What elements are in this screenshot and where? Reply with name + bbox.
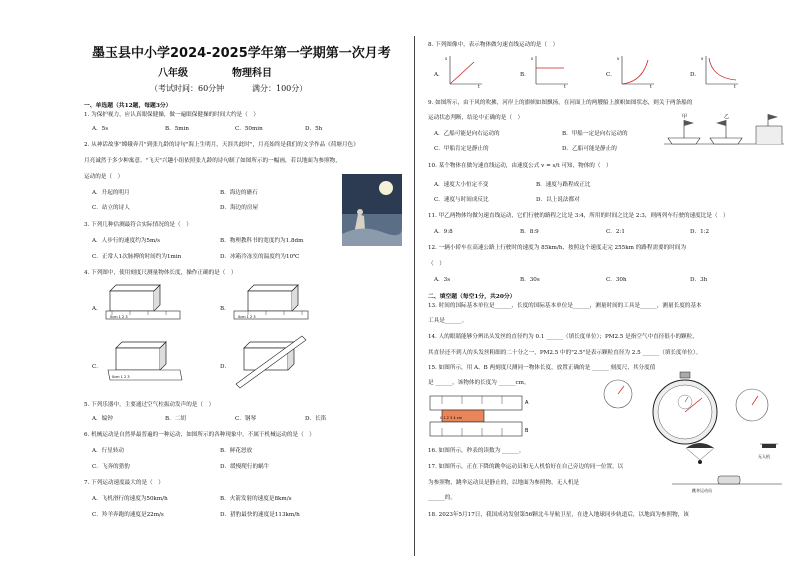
q3-option-d[interactable]: D．冰箱冷冻室的温度约为10℃ xyxy=(220,254,300,260)
q2-option-a[interactable]: A．升起的明月 xyxy=(92,190,130,196)
q11-option-a[interactable]: A．9:8 xyxy=(434,229,453,235)
q4-option-c[interactable]: C． xyxy=(92,364,102,370)
ruler-a-label: A xyxy=(525,400,529,406)
stopwatch-small-dial-right xyxy=(732,378,772,432)
ship-jia-label: 甲 xyxy=(682,114,688,120)
q14-line1: 14. 人的眼睛能够分辨出头发丝的直径约为 0.1 ______（填长度单位）；PM2.5 是指空气中直径很小的颗粒， xyxy=(428,334,698,340)
q9-option-a[interactable]: A．乙船可能是向右运动的 xyxy=(434,131,500,137)
q8-graph-b xyxy=(530,54,570,88)
q3-text: 3. 下列几种估测最符合实际情况的是（ ） xyxy=(84,222,192,228)
q7-option-b[interactable]: B．火箭发射的速度是8km/s xyxy=(220,496,292,502)
q8-option-a[interactable]: A． xyxy=(434,72,444,78)
q8-option-d[interactable]: D． xyxy=(690,72,701,78)
q6-option-a[interactable]: A．行星转动 xyxy=(92,448,125,454)
ruler-label: 0cm 1 2 3 xyxy=(112,375,130,379)
q16-text: 16. 如图所示，秒表的读数为 ______。 xyxy=(428,448,525,454)
q18-text: 18. 2023年5月17日，我国成功发射第56颗北斗导航卫星，在进入地球同步轨道后，以地面为参照物，该 xyxy=(428,512,689,518)
q12-line2: （ ） xyxy=(428,261,445,267)
q9-option-d[interactable]: D．乙船可能是静止的 xyxy=(562,146,617,152)
svg-text:s: s xyxy=(445,56,448,61)
parachute-label: 跳伞运动员 xyxy=(692,488,712,493)
q2-option-d[interactable]: D．海边的房屋 xyxy=(220,205,259,211)
q2-line3: 运动的是（ ） xyxy=(84,174,124,180)
q12-option-a[interactable]: A．3s xyxy=(434,277,451,283)
q12-option-b[interactable]: B．30s xyxy=(520,277,540,283)
q11-option-d[interactable]: D．1:2 xyxy=(690,229,710,235)
q1-option-c[interactable]: C．50min xyxy=(235,126,263,132)
q1-option-a[interactable]: A．5s xyxy=(92,126,109,132)
q6-option-c[interactable]: C．飞奔的猎豹 xyxy=(92,464,130,470)
q1-option-b[interactable]: B．5min xyxy=(165,126,189,132)
q4-text: 4. 下列图中，使用刻度尺测量物体长度，操作正确的是（ ） xyxy=(84,270,237,276)
q5-option-d[interactable]: D．长笛 xyxy=(305,416,327,422)
q7-option-d[interactable]: D．猎豹最快的速度是113km/h xyxy=(220,512,300,518)
moon-painting-image xyxy=(342,174,402,246)
q3-option-a[interactable]: A．人步行的速度约为5m/s xyxy=(92,238,161,244)
svg-text:v: v xyxy=(617,56,620,61)
svg-text:v: v xyxy=(701,56,704,61)
q12-option-c[interactable]: C．30h xyxy=(606,277,627,283)
svg-text:t: t xyxy=(650,84,652,88)
exam-time: （考试时间：60分钟 xyxy=(150,84,225,93)
q5-option-a[interactable]: A．编钟 xyxy=(92,416,113,422)
svg-text:t: t xyxy=(734,84,736,88)
full-score: 满分：100分） xyxy=(252,84,308,93)
section-2-title: 二、填空题（每空1分，共20分） xyxy=(428,294,516,300)
q8-option-c[interactable]: C． xyxy=(606,72,616,78)
svg-text:s: s xyxy=(531,56,534,61)
svg-text:t: t xyxy=(564,84,566,88)
q8-option-b[interactable]: B． xyxy=(520,72,530,78)
q9-option-b[interactable]: B．甲船一定是向右运动的 xyxy=(562,131,628,137)
q15-line1: 15. 如图所示，用 A、B 两刻度尺测同一物体长度，放置正确的是 ______ 刻度尺，其分度值 xyxy=(428,365,656,371)
q13-line1: 13. 时间的国际基本单位是______，长度的国际基本单位是______，测量时间的工具是______，测量长度的基本 xyxy=(428,303,702,309)
q2-line1: 2. 从神话故事"嫦娥奔月"到张九龄的诗句"海上生明月，天涯共此时"，月亮始终是我们的文学作品《荷塘月色》 xyxy=(84,142,359,148)
q6-option-d[interactable]: D．缓慢爬行的蜗牛 xyxy=(220,464,270,470)
q10-option-c[interactable]: C．速度与时间成反比 xyxy=(434,197,489,203)
q8-graph-a xyxy=(444,54,484,88)
q3-option-b[interactable]: B．物理教科书的宽度约为1.8dm xyxy=(220,238,304,244)
ruler-label: 0cm 1 2 3 xyxy=(238,315,256,319)
q11-option-b[interactable]: B．8:9 xyxy=(520,229,539,235)
q17-line2: 为参照物，跳伞运动员是静止的，以地面为参照物，无人机是 xyxy=(428,480,580,486)
q9-line1: 9. 如图所示，由于风的吹拂，河岸上的旗帜如图飘扬，在河面上的两艘船上旗帜如图状态，则关于两条船的 xyxy=(428,100,693,106)
q12-option-d[interactable]: D．3h xyxy=(690,277,708,283)
q9-option-c[interactable]: C．甲船肯定是静止的 xyxy=(434,146,489,152)
q9-line2: 运动状态判断，结论中正确的是（ ） xyxy=(428,115,524,121)
q5-option-c[interactable]: C．钢琴 xyxy=(235,416,257,422)
q17-line3: ______的。 xyxy=(428,495,456,501)
q6-option-b[interactable]: B．鲜花怒放 xyxy=(220,448,253,454)
ruler-label: 0cm 1 2 3 xyxy=(110,315,128,319)
stopwatch-figure xyxy=(650,370,722,446)
q7-option-c[interactable]: C．羚羊奔跑的速度是22m/s xyxy=(92,512,164,518)
q6-text: 6. 机械运动是自然界最普遍的一种运动，如图所示的各种现象中，不属于机械运动的是（ ） xyxy=(84,432,315,438)
q12-line1: 12. 一辆小轿车在高速公路上行驶时的速度为 85km/h，按照这个速度走完 255km 的路程需要的时间为 xyxy=(428,245,687,251)
ruler-tick-labels: 0 1 2 3 4 cm xyxy=(440,416,463,420)
q7-option-a[interactable]: A．飞机滑行的速度为50km/h xyxy=(92,496,168,502)
q10-option-a[interactable]: A．速度大小恒定不变 xyxy=(434,182,489,188)
stopwatch-small-dial-left xyxy=(600,370,636,418)
q11-text: 11. 甲乙两物体均做匀速直线运动，它们行驶的路程之比是 3:4，所用的时间之比是 2:3，则两列车行驶的速度比是（ ） xyxy=(428,213,729,219)
q7-text: 7. 下列运动速度最大的是（ ） xyxy=(84,480,164,486)
q4-option-a[interactable]: A． xyxy=(92,306,102,312)
q17-parachute-figure xyxy=(672,440,782,494)
q8-graph-c xyxy=(616,54,656,88)
q10-option-d[interactable]: D．以上说法都对 xyxy=(536,197,580,203)
exam-title: 墨玉县中小学2024-2025学年第一学期第一次月考 xyxy=(92,46,391,61)
q4-figure-b xyxy=(232,283,312,327)
q14-line2: 其直径还不到人的头发丝粗细的二十分之一，PM2.5 中的"2.5"是表示颗粒直径为 2.5 ______（填长度单位）。 xyxy=(428,350,702,356)
q8-graph-d xyxy=(700,54,740,88)
q13-line2: 工具是______。 xyxy=(428,318,468,324)
q11-option-c[interactable]: C．2:1 xyxy=(606,229,625,235)
q1-option-d[interactable]: D．5h xyxy=(305,126,323,132)
grade-label: 八年级 xyxy=(158,68,188,79)
q2-line2: 月亮诚然于多少种寓意。"飞天"兴趣小组依照张九龄的诗句制了如图所示的一幅画，若以地面为参照物， xyxy=(84,158,341,164)
q15-rulers-figure xyxy=(428,394,532,442)
q8-text: 8. 下列图像中，表示物体做匀速直线运动的是（ ） xyxy=(428,42,559,48)
q4-option-b[interactable]: B． xyxy=(220,306,230,312)
q5-text: 5. 下列乐器中，主要通过空气柱振动发声的是（ ） xyxy=(84,402,215,408)
drone-label: 无人机 xyxy=(758,454,770,459)
q4-option-d[interactable]: D． xyxy=(220,364,231,370)
q15-line2: 是 ______，该物体的长度为 ______cm。 xyxy=(428,380,530,386)
right-column xyxy=(420,0,794,562)
q4-figure-c xyxy=(104,340,184,390)
q3-option-c[interactable]: C．正常人1次脉搏的时间约为1min xyxy=(92,254,182,260)
q2-option-c[interactable]: C．站立的诗人 xyxy=(92,205,130,211)
q10-text: 10. 某个物体在做匀速直线运动，由速度公式 v = s/t 可知，物体的（ ） xyxy=(428,163,612,169)
q10-option-b[interactable]: B．速度与路程成正比 xyxy=(536,182,591,188)
column-divider xyxy=(414,36,415,556)
q4-figure-a xyxy=(104,283,184,327)
q4-figure-d xyxy=(232,334,312,390)
q9-ships-figure xyxy=(664,112,784,150)
q2-option-b[interactable]: B．海边的礁石 xyxy=(220,190,258,196)
subject-label: 物理科目 xyxy=(232,68,272,79)
q17-line1: 17. 如图所示，正在下降的跳伞运动员和无人机恰好在自己旁边的同一位置。以 xyxy=(428,464,624,470)
q5-option-b[interactable]: B．二胡 xyxy=(165,416,186,422)
q1-text: 1. 为保护视力，应认真眼保健操，做一遍眼保健操的时间大约是（ ） xyxy=(84,112,259,118)
ship-yi-label: 乙 xyxy=(724,114,730,120)
section-1-title: 一、单选题（共12题，每题3分） xyxy=(84,103,172,109)
svg-text:t: t xyxy=(478,84,480,88)
ruler-b-label: B xyxy=(525,428,529,434)
